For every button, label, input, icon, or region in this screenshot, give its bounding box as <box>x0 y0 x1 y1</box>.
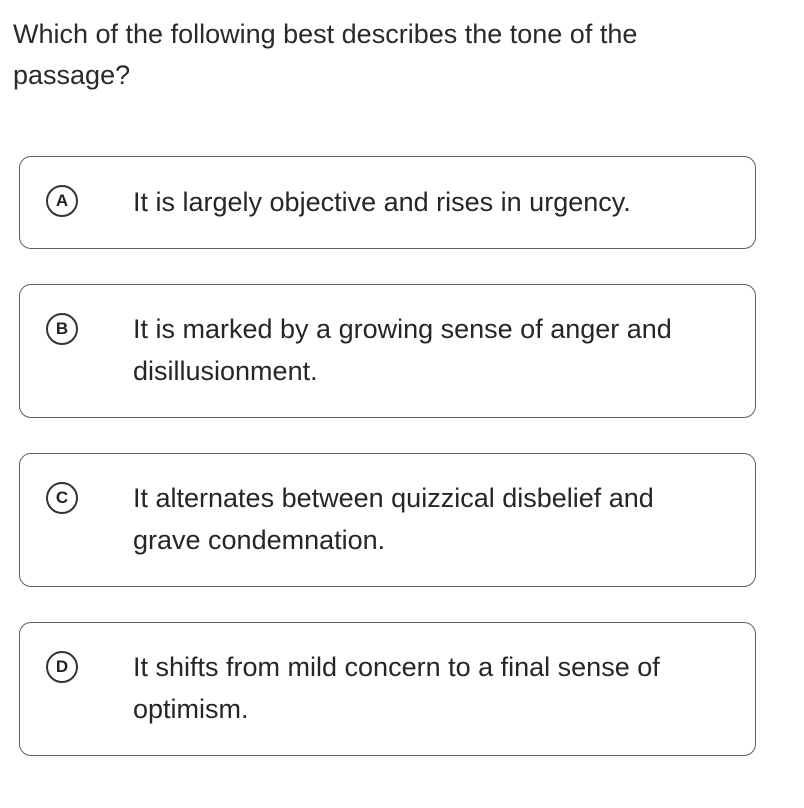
choice-a-button[interactable] <box>19 156 756 249</box>
choice-c-button[interactable] <box>19 453 756 587</box>
choice-letter-b: B <box>46 313 78 345</box>
answer-choices <box>19 156 756 756</box>
choice-text-d: It shifts from mild concern to a final sense of optimism. <box>133 652 660 724</box>
choice-text-c: It alternates between quizzical disbelief and grave condemnation. <box>133 483 654 555</box>
choice-letter-c: C <box>46 482 78 514</box>
choice-letter-a: A <box>46 185 78 217</box>
choice-b-button[interactable] <box>19 284 756 418</box>
choice-d-button[interactable] <box>19 622 756 756</box>
choice-text-a: It is largely objective and rises in urgency. <box>133 187 631 217</box>
question-text: Which of the following best describes the tone of the passage? <box>13 19 638 90</box>
choice-letter-d: D <box>46 651 78 683</box>
choice-text-b: It is marked by a growing sense of anger and disillusionment. <box>133 314 672 386</box>
